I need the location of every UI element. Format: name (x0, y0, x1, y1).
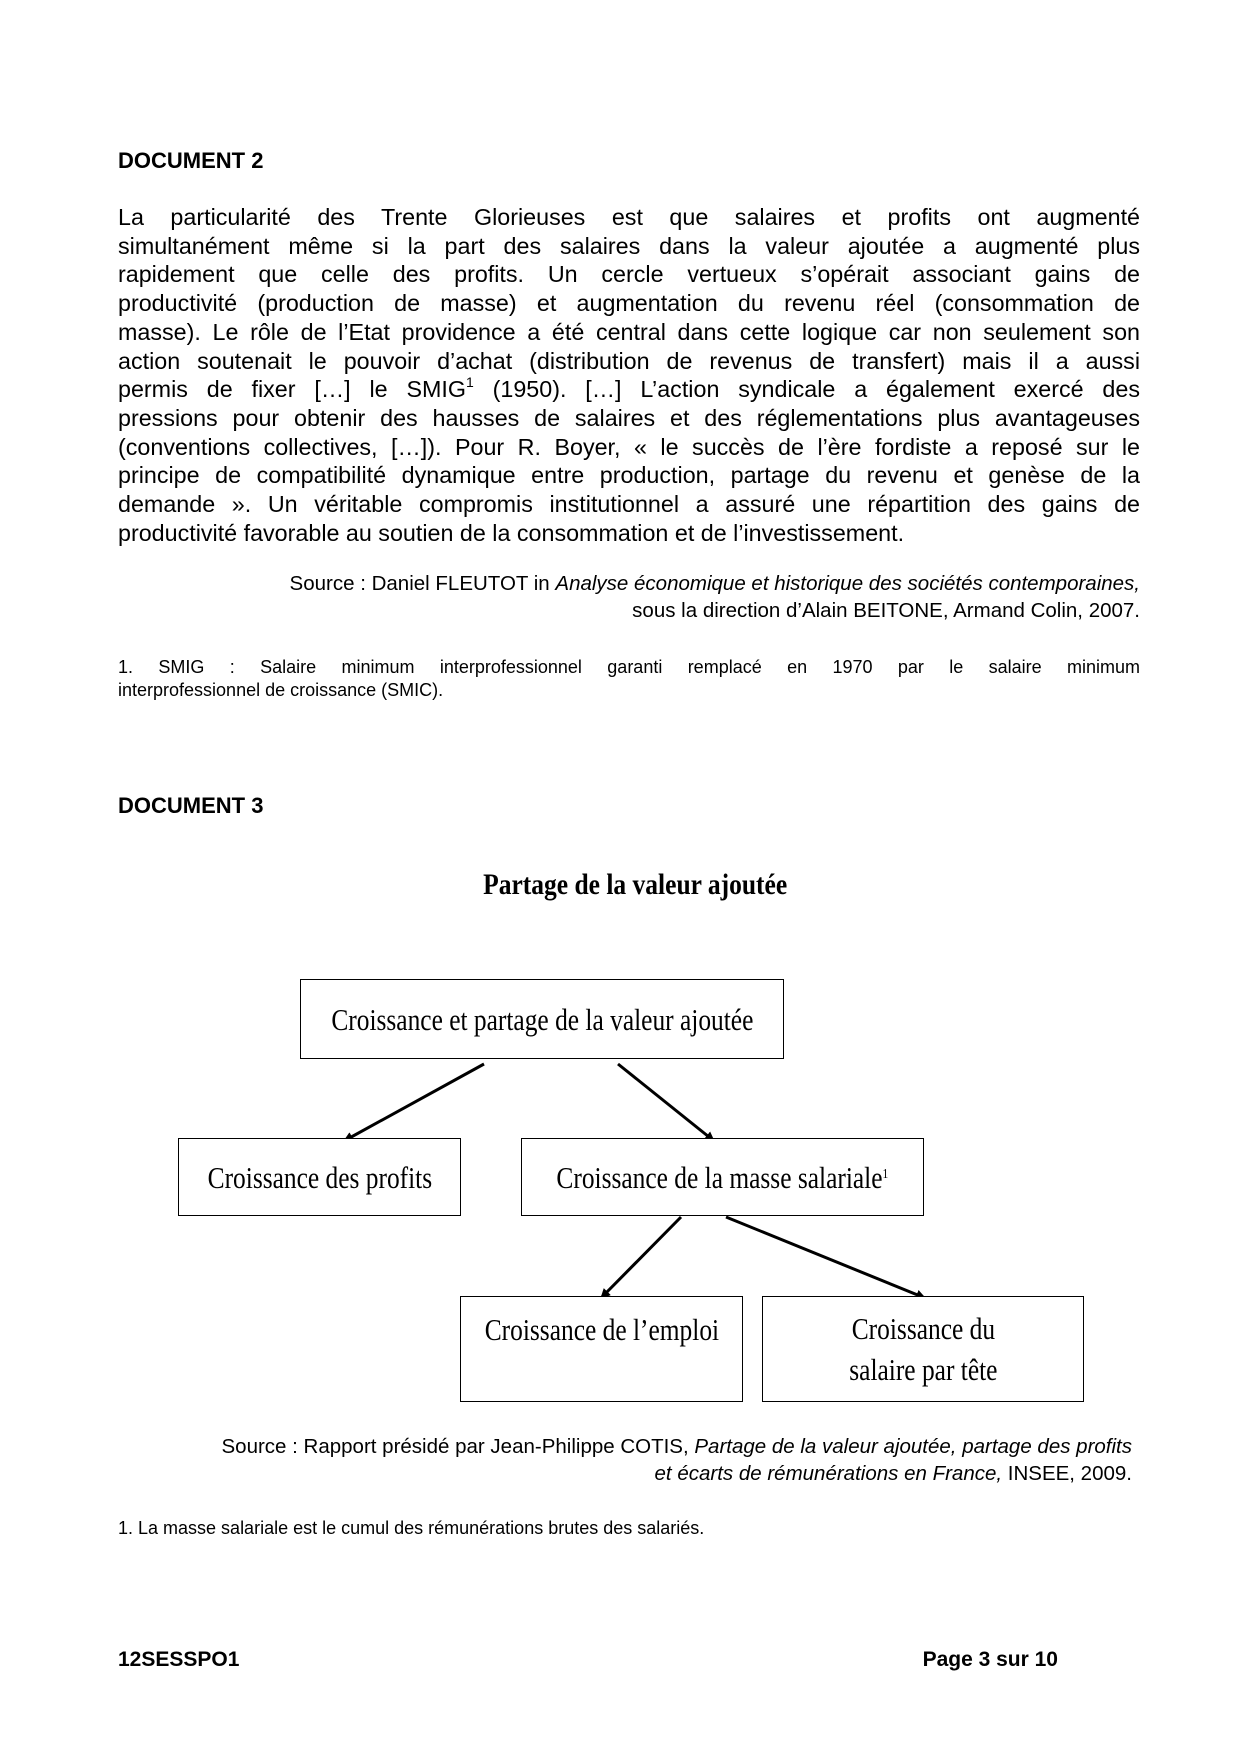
source-title-part-1: Partage de la valeur ajoutée, partage des profits (694, 1435, 1132, 1458)
document-3-heading: DOCUMENT 3 (118, 793, 264, 818)
text-line: action soutenait le pouvoir d’achat (distribution de revenus de transfert) mais il a aussi (118, 347, 1140, 374)
text-line: simultanément même si la part des salaires dans la valeur ajoutée a augmenté plus (118, 232, 1140, 259)
source-title: Analyse économique et historique des sociétés contemporaines, (555, 572, 1140, 595)
source-title-part-2: et écarts de rémunérations en France, (654, 1462, 1003, 1485)
arrow-root-to-profits (344, 1064, 484, 1141)
diagram-box-label-wrap (557, 1157, 889, 1198)
text-line: rapidement que celle des profits. Un cercle vertueux s’opérait associant gains de (118, 261, 1140, 288)
document-2-heading: DOCUMENT 2 (118, 148, 264, 173)
footer-code: 12SESSPO1 (118, 1648, 240, 1671)
diagram-box-salaire-par-tete (762, 1296, 1084, 1402)
diagram-box-emploi (460, 1296, 743, 1402)
diagram-box-profits (178, 1138, 461, 1216)
source-prefix: Source : Rapport présidé par Jean-Philippe COTIS, (221, 1435, 695, 1458)
document-3-source (118, 1433, 1132, 1487)
diagram-box-label-line-1: Croissance du (851, 1311, 995, 1346)
text-line: masse). Le rôle de l’Etat providence a été central dans cette logique car non seulement son (118, 318, 1140, 345)
source-prefix: Source : Daniel FLEUTOT in (289, 572, 556, 595)
text-line: (conventions collectives, […]). Pour R. Boyer, « le succès de l’ère fordiste a reposé sur le (118, 433, 1140, 460)
arrow-root-to-masse-salariale (618, 1064, 714, 1141)
text-line: productivité favorable au soutien de la consommation et de l’investissement. (118, 519, 905, 546)
diagram-box-label-line-2: salaire par tête (848, 1352, 998, 1387)
text-line: pressions pour obtenir des hausses de salaires et des réglementations plus avantageuses (118, 404, 1140, 431)
diagram-box-label: Croissance des profits (207, 1159, 432, 1195)
footnote-line-2: interprofessionnel de croissance (SMIC). (118, 680, 444, 700)
footnote-marker: 1 (882, 1166, 889, 1182)
diagram-title: Partage de la valeur ajoutée (483, 868, 788, 901)
diagram-box-root (300, 979, 784, 1059)
source-suffix: INSEE, 2009. (1002, 1462, 1132, 1485)
footer-page-number: Page 3 sur 10 (922, 1648, 1058, 1671)
arrow-masse-salariale-to-emploi (601, 1217, 681, 1298)
text-line: La particularité des Trente Glorieuses est que salaires et profits ont augmenté (118, 204, 1140, 230)
footnote-line-1: 1. SMIG : Salaire minimum interprofessionnel garanti remplacé en 1970 par le salaire minimum (118, 657, 1140, 677)
text-segment: (1950). […] L’action syndicale a également exercé des (473, 376, 1140, 403)
diagram-box-label: Croissance et partage de la valeur ajoutée (330, 1001, 754, 1037)
text-line: productivité (production de masse) et augmentation du revenu réel (consommation de (118, 290, 1140, 317)
document-3-footnote: 1. La masse salariale est le cumul des rémunérations brutes des salariés. (118, 1518, 705, 1538)
text-line: principe de compatibilité dynamique entre production, partage du revenu et genèse de la (118, 462, 1140, 489)
text-line: demande ». Un véritable compromis institutionnel a assuré une répartition des gains de (118, 491, 1140, 518)
diagram-box-label: Croissance de la masse salariale (556, 1159, 883, 1195)
arrow-masse-salariale-to-salaire (726, 1217, 925, 1298)
diagram-box-masse-salariale (521, 1138, 924, 1216)
text-segment: permis de fixer […] le SMIG (118, 376, 466, 403)
source-line-2: sous la direction d’Alain BEITONE, Armand Colin, 2007. (632, 599, 1140, 622)
footnote-marker: 1 (465, 374, 474, 391)
diagram-box-label: Croissance de l’emploi (484, 1311, 719, 1347)
